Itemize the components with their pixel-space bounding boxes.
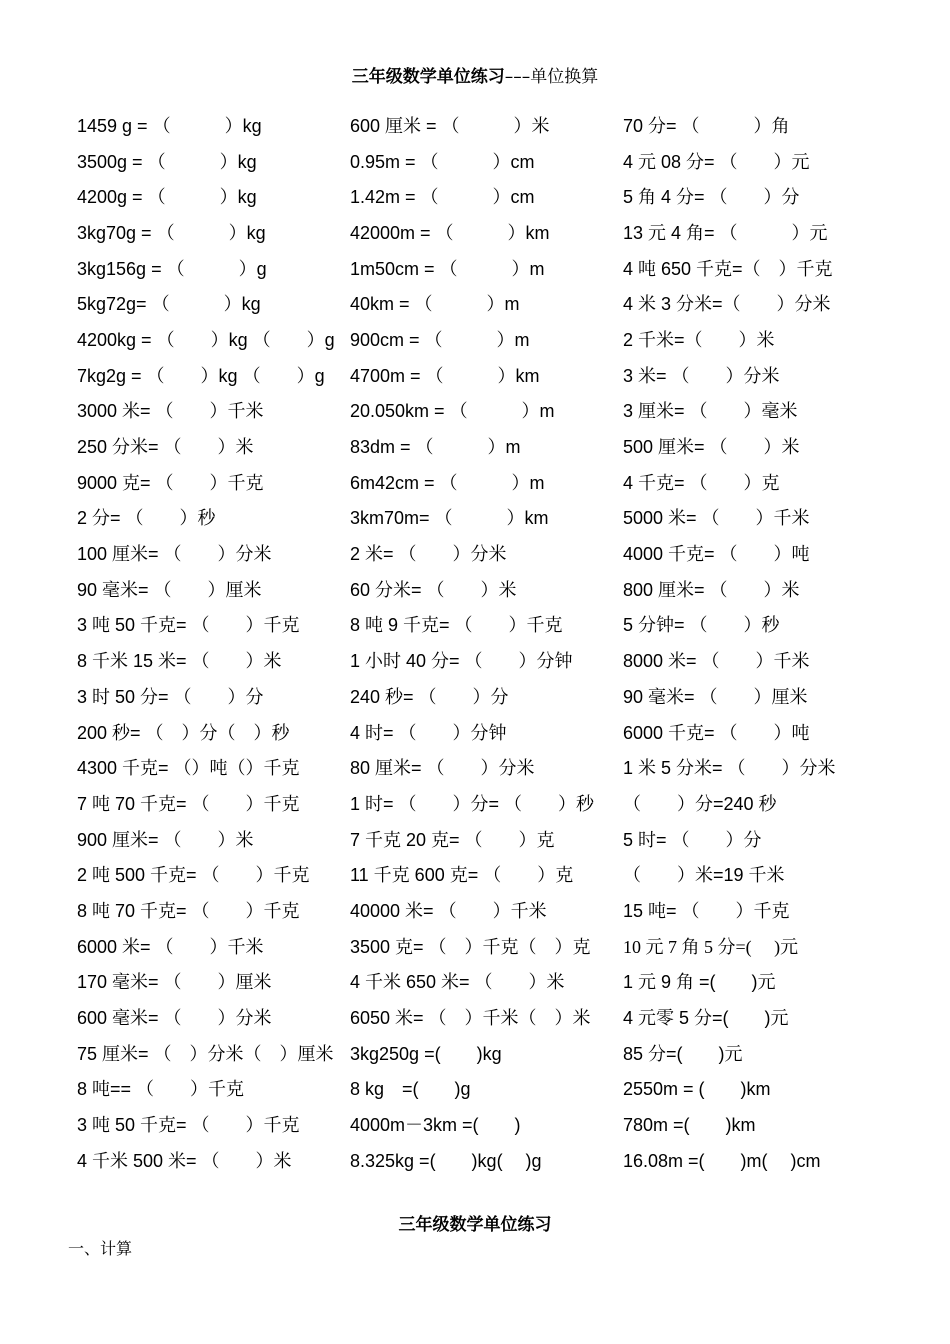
exercise-item: 2 米= （ ）分米 bbox=[350, 544, 507, 565]
exercise-item: 780m =( )km bbox=[623, 1115, 756, 1136]
exercise-item: 5 角 4 分= （ ）分 bbox=[623, 187, 800, 208]
exercise-item: 6050 米= （ ）千米（ ）米 bbox=[350, 1008, 591, 1029]
exercise-item: 1.42m = （ ）cm bbox=[350, 187, 535, 208]
exercise-item: 250 分米= （ ）米 bbox=[77, 437, 254, 458]
exercise-item: 15 吨= （ ）千克 bbox=[623, 900, 790, 921]
exercise-row bbox=[77, 642, 863, 678]
exercise-item: 5 分钟= （ ）秒 bbox=[623, 615, 780, 636]
exercise-item: 90 毫米= （ ）厘米 bbox=[77, 579, 262, 600]
exercise-item: 3kg250g =( )kg bbox=[350, 1043, 502, 1064]
exercise-item: 240 秒= （ ）分 bbox=[350, 686, 509, 707]
exercise-item: 100 厘米= （ ）分米 bbox=[77, 544, 272, 565]
exercise-item: 6000 千克= （ ）吨 bbox=[623, 722, 810, 743]
exercise-item: 600 厘米 = （ ）米 bbox=[350, 115, 550, 136]
exercise-row bbox=[77, 107, 863, 143]
exercise-item: 1 时= （ ）分= （ ）秒 bbox=[350, 793, 595, 814]
section-heading: 一、计算 bbox=[68, 1239, 133, 1258]
page-title-bold: 三年级数学单位练习 bbox=[351, 67, 505, 87]
exercise-row bbox=[77, 571, 863, 607]
exercise-item: 7 吨 70 千克= （ ）千克 bbox=[77, 793, 300, 814]
exercise-item: 600 毫米= （ ）分米 bbox=[77, 1008, 272, 1029]
exercise-item: 1 小时 40 分= （ ）分钟 bbox=[350, 651, 573, 672]
exercise-item: （ ）分=240 秒 bbox=[623, 793, 777, 814]
exercise-row bbox=[77, 285, 863, 321]
exercise-row bbox=[77, 535, 863, 571]
exercise-item: 8000 米= （ ）千米 bbox=[623, 651, 810, 672]
exercise-item: 5000 米= （ ）千米 bbox=[623, 508, 810, 529]
page-title bbox=[0, 62, 950, 87]
exercise-row bbox=[77, 464, 863, 500]
exercise-item: 4300 千克= （）吨（）千克 bbox=[77, 758, 300, 779]
exercise-row bbox=[77, 1106, 863, 1142]
exercise-item: 3 时 50 分= （ ）分 bbox=[77, 686, 264, 707]
exercise-item: 1 元 9 角 =( )元 bbox=[623, 972, 776, 993]
exercise-item: 85 分=( )元 bbox=[623, 1043, 743, 1064]
exercise-item: 1459 g = （ ）kg bbox=[77, 115, 262, 136]
exercise-item: 42000m = （ ）km bbox=[350, 222, 550, 243]
exercise-item: 4 吨 650 千克=（ ）千克 bbox=[623, 258, 833, 279]
exercise-item: 8 吨== （ ）千克 bbox=[77, 1079, 245, 1100]
exercise-item: 3 米= （ ）分米 bbox=[623, 365, 780, 386]
exercise-row bbox=[77, 357, 863, 393]
exercise-item: 4 元 08 分= （ ）元 bbox=[623, 151, 810, 172]
exercise-item: 2 千米=（ ）米 bbox=[623, 329, 775, 350]
exercise-item: 3 吨 50 千克= （ ）千克 bbox=[77, 1115, 300, 1136]
exercise-item: 1 米 5 分米= （ ）分米 bbox=[623, 758, 836, 779]
exercise-row bbox=[77, 500, 863, 536]
exercise-item: 2 吨 500 千克= （ ）千克 bbox=[77, 865, 310, 886]
exercise-item: 60 分米= （ ）米 bbox=[350, 579, 517, 600]
exercise-item: 8.325kg =( )kg( )g bbox=[350, 1150, 542, 1171]
exercise-row bbox=[77, 749, 863, 785]
exercise-item: 9000 克= （ ）千克 bbox=[77, 472, 264, 493]
exercise-item: 4200kg = （ ）kg （ ）g bbox=[77, 329, 335, 350]
exercise-item: 40km = （ ）m bbox=[350, 294, 520, 315]
exercise-item: 0.95m = （ ）cm bbox=[350, 151, 535, 172]
exercise-item: 4700m = （ ）km bbox=[350, 365, 540, 386]
exercise-item: 83dm = （ ）m bbox=[350, 437, 521, 458]
exercise-row bbox=[77, 250, 863, 286]
exercise-item: 4 米 3 分米=（ ）分米 bbox=[623, 294, 831, 315]
exercise-item: 20.050km = （ ）m bbox=[350, 401, 555, 422]
exercise-item: 6000 米= （ ）千米 bbox=[77, 936, 264, 957]
exercise-item: 11 千克 600 克= （ ）克 bbox=[350, 865, 574, 886]
exercise-item: 4200g = （ ）kg bbox=[77, 187, 257, 208]
exercise-item: 2550m = ( )km bbox=[623, 1079, 771, 1100]
page-title-suffix: –––单位换算 bbox=[504, 67, 599, 87]
exercise-item: 170 毫米= （ ）厘米 bbox=[77, 972, 272, 993]
exercise-row bbox=[77, 607, 863, 643]
exercise-item: 3500g = （ ）kg bbox=[77, 151, 257, 172]
exercise-row bbox=[77, 964, 863, 1000]
exercise-item: 4 元零 5 分=( )元 bbox=[623, 1008, 789, 1029]
exercise-row bbox=[77, 856, 863, 892]
exercise-row bbox=[77, 1035, 863, 1071]
exercise-item: 4 千米 500 米= （ ）米 bbox=[77, 1150, 292, 1171]
exercise-row bbox=[77, 892, 863, 928]
exercise-item: 5kg72g= （ ）kg bbox=[77, 294, 261, 315]
exercise-row bbox=[77, 714, 863, 750]
exercise-item: 6m42cm = （ ）m bbox=[350, 472, 545, 493]
exercise-item: 900cm = （ ）m bbox=[350, 329, 530, 350]
exercise-item: 7 千克 20 克= （ ）克 bbox=[350, 829, 555, 850]
exercise-item: 3kg156g = （ ）g bbox=[77, 258, 267, 279]
exercise-row bbox=[77, 1071, 863, 1107]
exercise-item: 80 厘米= （ ）分米 bbox=[350, 758, 535, 779]
exercise-item: 8 吨 9 千克= （ ）千克 bbox=[350, 615, 563, 636]
exercise-row bbox=[77, 214, 863, 250]
exercise-row bbox=[77, 321, 863, 357]
second-title: 三年级数学单位练习 bbox=[398, 1215, 552, 1235]
exercise-item: 7kg2g = （ ）kg （ ）g bbox=[77, 365, 325, 386]
exercise-row bbox=[77, 678, 863, 714]
exercise-item: 500 厘米= （ ）米 bbox=[623, 437, 800, 458]
exercise-item: 3 厘米= （ ）毫米 bbox=[623, 401, 798, 422]
exercise-row bbox=[77, 999, 863, 1035]
exercise-item: 8 千米 15 米= （ ）米 bbox=[77, 651, 282, 672]
exercise-item: 40000 米= （ ）千米 bbox=[350, 900, 547, 921]
exercise-item: 3km70m= （ ）km bbox=[350, 508, 549, 529]
exercise-item: 16.08m =( )m( )cm bbox=[623, 1150, 821, 1171]
exercise-item: 5 时= （ ）分 bbox=[623, 829, 762, 850]
exercise-item: 4 千米 650 米= （ ）米 bbox=[350, 972, 565, 993]
exercise-item: 3kg70g = （ ）kg bbox=[77, 222, 266, 243]
exercise-item: 4 千克= （ ）克 bbox=[623, 472, 780, 493]
exercise-row bbox=[77, 785, 863, 821]
exercise-item: 90 毫米= （ ）厘米 bbox=[623, 686, 808, 707]
exercise-row bbox=[77, 393, 863, 429]
exercise-row bbox=[77, 143, 863, 179]
exercise-item: 200 秒= （ ）分（ ）秒 bbox=[77, 722, 290, 743]
exercise-item: （ ）米=19 千米 bbox=[623, 865, 785, 886]
exercise-item: 8 kg =( )g bbox=[350, 1079, 471, 1100]
exercise-item: 8 吨 70 千克= （ ）千克 bbox=[77, 900, 300, 921]
exercise-row bbox=[77, 1142, 863, 1178]
exercise-item: 70 分= （ ）角 bbox=[623, 115, 790, 136]
exercise-item: 4000m－3km =( ) bbox=[350, 1115, 521, 1136]
exercise-item: 800 厘米= （ ）米 bbox=[623, 579, 800, 600]
exercise-row bbox=[77, 178, 863, 214]
exercise-item: 4000 千克= （ ）吨 bbox=[623, 544, 810, 565]
exercise-item: 10 元 7 角 5 分=( )元 bbox=[623, 936, 799, 957]
exercise-grid bbox=[77, 107, 863, 1178]
exercise-row bbox=[77, 428, 863, 464]
exercise-item: 75 厘米= （ ）分米（ ）厘米 bbox=[77, 1043, 334, 1064]
exercise-item: 900 厘米= （ ）米 bbox=[77, 829, 254, 850]
exercise-item: 3000 米= （ ）千米 bbox=[77, 401, 264, 422]
exercise-item: 3 吨 50 千克= （ ）千克 bbox=[77, 615, 300, 636]
exercise-item: 13 元 4 角= （ ）元 bbox=[623, 222, 828, 243]
exercise-row bbox=[77, 928, 863, 964]
exercise-item: 2 分= （ ）秒 bbox=[77, 508, 216, 529]
exercise-item: 4 时= （ ）分钟 bbox=[350, 722, 507, 743]
exercise-item: 3500 克= （ ）千克（ ）克 bbox=[350, 936, 591, 957]
exercise-row bbox=[77, 821, 863, 857]
exercise-item: 1m50cm = （ ）m bbox=[350, 258, 545, 279]
